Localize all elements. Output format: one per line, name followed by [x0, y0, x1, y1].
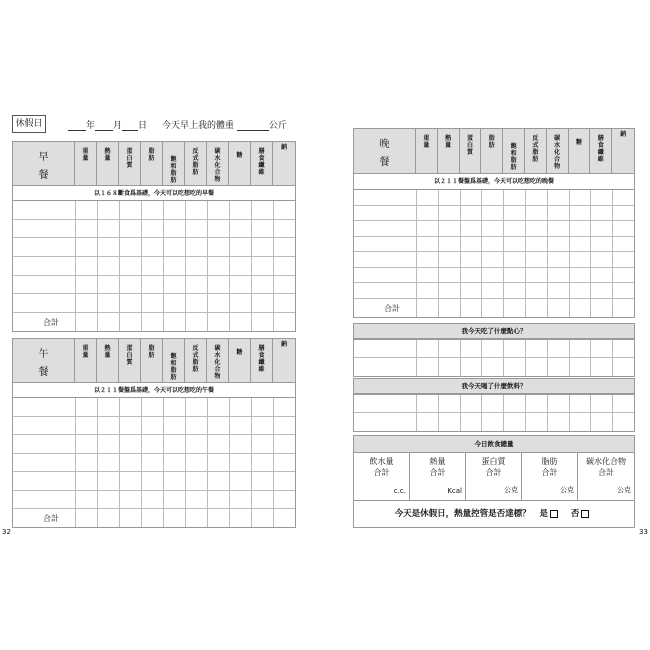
grid-line [481, 340, 482, 376]
no-checkbox[interactable] [581, 510, 589, 518]
column-label: 蛋白質 [126, 148, 133, 169]
column-label: 蛋白質 [126, 345, 133, 366]
grid-line [229, 398, 230, 527]
column-header [547, 129, 569, 173]
summary-cell[interactable] [578, 453, 634, 501]
year-blank[interactable] [68, 122, 86, 131]
summary-cell[interactable] [466, 453, 522, 501]
grid-line [612, 395, 613, 431]
column-header [119, 339, 141, 382]
entry-row[interactable] [354, 340, 634, 358]
yes-checkbox[interactable] [550, 510, 558, 518]
grid-line [416, 340, 417, 376]
grid-line [416, 190, 417, 317]
grid-line [119, 201, 120, 331]
column-label: 重量 [423, 135, 430, 149]
meal-name [13, 339, 75, 382]
column-label: 糖 [236, 349, 243, 356]
month-blank[interactable] [95, 122, 113, 131]
meal-header [13, 339, 295, 383]
grid-line [460, 190, 461, 317]
summary-cell-sublabel: 合計 [485, 468, 502, 477]
grid-line [207, 398, 208, 527]
grid-line [612, 190, 613, 317]
column-header [612, 129, 634, 173]
meal-basis-note: 以２１１餐盤爲基礎，今天可以吃想吃的晚餐 [354, 174, 634, 190]
day-label: 日 [138, 121, 148, 131]
column-header [141, 142, 163, 185]
weight-prompt: 今天早上我的體重 [162, 121, 235, 131]
grid-line [547, 395, 548, 431]
grid-line [438, 395, 439, 431]
drink-grid [353, 394, 635, 432]
meal-header [13, 142, 295, 186]
grid-line [590, 190, 591, 317]
grid-line [141, 398, 142, 527]
column-label: 熱量 [104, 148, 111, 162]
holiday-label: 休假日 [12, 115, 46, 133]
grid-line [569, 395, 570, 431]
grid-line [229, 201, 230, 331]
column-header [119, 142, 141, 185]
grid-line [251, 201, 252, 331]
summary-cell-unit: 公克 [617, 486, 631, 494]
grid-line [460, 395, 461, 431]
column-label: 糖 [236, 152, 243, 159]
grid-line [590, 340, 591, 376]
summary-cell-unit: 公克 [560, 486, 574, 494]
drink-question: 我今天喝了什麼飲料？ [353, 378, 635, 394]
snack-grid [353, 339, 635, 377]
date-fields [68, 118, 147, 131]
summary-cell[interactable] [522, 453, 578, 501]
column-label: 鈉 [620, 131, 627, 138]
year-label: 年 [86, 121, 96, 131]
weight-unit: 公斤 [268, 121, 287, 131]
total-label: 合計 [43, 514, 59, 523]
total-label: 合計 [384, 304, 400, 313]
column-header [229, 339, 251, 382]
grid-line [525, 340, 526, 376]
meal-basis-note: 以１６８斷食爲基礎，今天可以吃想吃的早餐 [13, 186, 295, 201]
column-header [97, 142, 119, 185]
weight-blank[interactable] [237, 122, 269, 131]
breakfast-table [12, 141, 296, 332]
column-label: 飽和脂肪 [510, 143, 517, 171]
summary-cell-label: 脂肪 [541, 457, 558, 466]
column-header [207, 142, 229, 185]
column-label: 脂肪 [488, 135, 495, 149]
meal-name [13, 142, 75, 185]
grid-line [207, 201, 208, 331]
weight-field [162, 118, 287, 131]
lunch-table [12, 338, 296, 528]
summary-cell-sublabel: 合計 [373, 468, 390, 477]
column-header [75, 142, 97, 185]
grid-line [525, 395, 526, 431]
column-label: 飽和脂肪 [170, 156, 177, 184]
meal-basis-note: 以２１１餐盤爲基礎，今天可以吃想吃的午餐 [13, 383, 295, 398]
grid-line [438, 190, 439, 317]
target-question-text: 今天是休假日，熱量控管是否達標？ [394, 509, 531, 519]
grid-line [75, 398, 76, 527]
column-label: 飽和脂肪 [170, 353, 177, 381]
grid-line [503, 190, 504, 317]
column-label: 碳水化合物 [554, 135, 561, 170]
column-label: 脂肪 [148, 148, 155, 162]
entry-row[interactable] [354, 358, 634, 376]
meal-name [354, 129, 416, 173]
page-number-left: 32 [2, 528, 11, 536]
grid-line [75, 201, 76, 331]
grid-line [569, 190, 570, 317]
column-label: 反式脂肪 [192, 345, 199, 373]
grid-line [460, 340, 461, 376]
column-label: 蛋白質 [466, 135, 473, 156]
column-header [590, 129, 612, 173]
column-header [163, 339, 185, 382]
target-question [354, 501, 634, 527]
column-header [438, 129, 460, 173]
summary-cell-label: 碳水化合物 [586, 457, 626, 466]
summary-cell-unit: c.c. [393, 487, 406, 495]
column-header [273, 339, 295, 382]
meal-name-char-2: 餐 [379, 157, 390, 168]
entry-row[interactable] [354, 395, 634, 413]
summary-cell[interactable] [354, 453, 410, 501]
grid-line [273, 201, 274, 331]
meal-name-char-1: 午 [38, 349, 49, 360]
no-label: 否 [570, 509, 580, 519]
summary-cell-label: 飲水量 [369, 457, 394, 466]
grid-line [525, 190, 526, 317]
column-label: 脂肪 [148, 345, 155, 359]
column-label: 反式脂肪 [192, 148, 199, 176]
meal-name-char-2: 餐 [38, 170, 49, 181]
column-header [163, 142, 185, 185]
column-label: 重量 [82, 148, 89, 162]
meal-name-char-1: 晚 [379, 139, 390, 150]
summary-cell-sublabel: 合計 [429, 468, 446, 477]
column-header [503, 129, 525, 173]
column-header [75, 339, 97, 382]
grid-line [481, 190, 482, 317]
grid-line [251, 398, 252, 527]
grid-line [569, 340, 570, 376]
page-header [12, 115, 296, 133]
column-header [185, 142, 207, 185]
column-header [229, 142, 251, 185]
summary-title: 今日飲食總量 [354, 436, 634, 453]
column-label: 膳食纖維 [258, 345, 265, 373]
summary-cell-sublabel: 合計 [598, 468, 614, 477]
column-label: 重量 [82, 345, 89, 359]
grid-line [273, 398, 274, 527]
meal-name-char-1: 早 [38, 152, 49, 163]
snack-question: 我今天吃了什麼點心？ [353, 323, 635, 339]
grid-line [416, 395, 417, 431]
column-header [460, 129, 482, 173]
grid-line [547, 190, 548, 317]
column-label: 反式脂肪 [532, 135, 539, 163]
column-header [273, 142, 295, 185]
grid-line [612, 340, 613, 376]
grid-line [97, 201, 98, 331]
grid-line [547, 340, 548, 376]
page-number-right: 33 [639, 528, 648, 536]
entry-row[interactable] [354, 413, 634, 431]
grid-line [163, 398, 164, 527]
column-label: 膳食纖維 [597, 135, 604, 163]
column-label: 熱量 [104, 345, 111, 359]
grid-line [141, 201, 142, 331]
meal-name-char-2: 餐 [38, 367, 49, 378]
summary-cell-sublabel: 合計 [541, 468, 558, 477]
column-header [141, 339, 163, 382]
grid-line [119, 398, 120, 527]
column-label: 碳水化合物 [214, 148, 221, 183]
column-header [97, 339, 119, 382]
meal-header [354, 129, 634, 174]
grid-line [438, 340, 439, 376]
column-label: 鈉 [280, 144, 287, 151]
grid-line [503, 395, 504, 431]
column-header [569, 129, 591, 173]
summary-cell-unit: Kcal [447, 487, 462, 495]
dinner-table [353, 128, 635, 318]
grid-line [97, 398, 98, 527]
summary-cell-label: 蛋白質 [481, 457, 506, 466]
column-label: 熱量 [445, 135, 452, 149]
column-header [251, 339, 273, 382]
yes-label: 是 [539, 509, 548, 519]
column-header [251, 142, 273, 185]
summary-cell-label: 熱量 [429, 457, 446, 466]
column-label: 碳水化合物 [214, 345, 221, 380]
column-header [525, 129, 547, 173]
total-label: 合計 [43, 318, 59, 327]
day-blank[interactable] [122, 122, 138, 131]
summary-cell-unit: 公克 [504, 486, 518, 494]
grid-line [503, 340, 504, 376]
grid-line [481, 395, 482, 431]
column-header [481, 129, 503, 173]
column-label: 糖 [575, 139, 582, 146]
column-header [185, 339, 207, 382]
column-label: 膳食纖維 [258, 148, 265, 176]
grid-line [590, 395, 591, 431]
summary-cell[interactable] [410, 453, 466, 501]
column-header [416, 129, 438, 173]
column-header [207, 339, 229, 382]
grid-line [185, 201, 186, 331]
month-label: 月 [113, 121, 123, 131]
daily-summary [353, 435, 635, 528]
grid-line [163, 201, 164, 331]
column-label: 鈉 [280, 341, 287, 348]
grid-line [185, 398, 186, 527]
